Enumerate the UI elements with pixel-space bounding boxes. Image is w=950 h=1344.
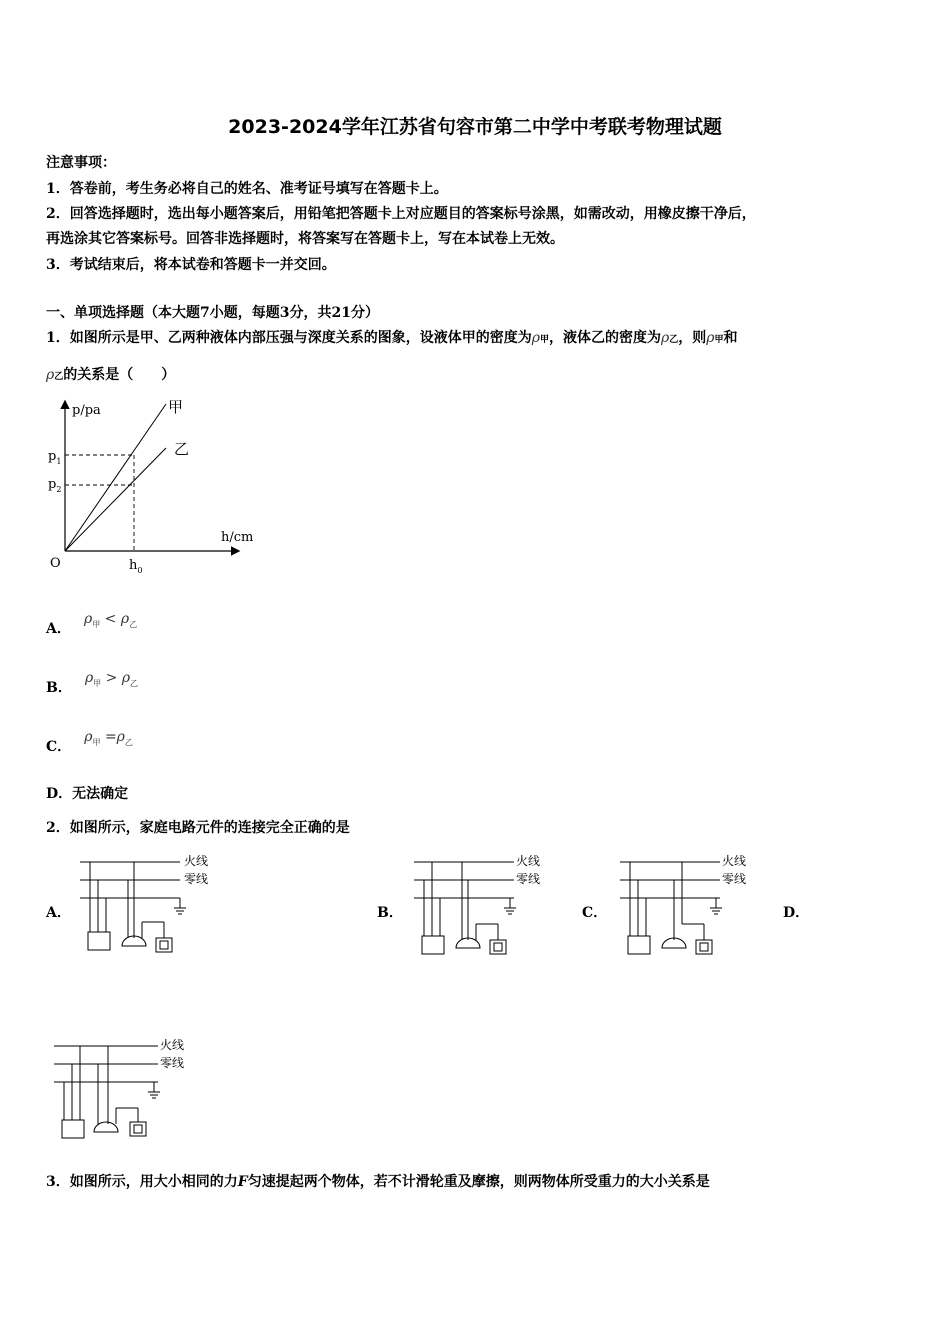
subscript-jia: 甲	[714, 335, 724, 345]
circuit-option-c-label[interactable]: C．	[582, 905, 608, 921]
p2-label: $p_2$	[48, 477, 62, 494]
fire-wire-label: 火线	[516, 854, 541, 868]
zero-wire-label: 零线	[160, 1056, 185, 1070]
q1-text-a: 1．如图所示是甲、乙两种液体内部压强与深度关系的图象，设液体甲的密度为	[46, 330, 532, 346]
q1-text-e: 的关系是（ ）	[63, 367, 176, 383]
q1-text-d: 和	[723, 330, 738, 346]
rho-symbol: ρ	[661, 330, 670, 346]
zero-wire-label: 零线	[184, 872, 209, 886]
notice-heading: 注意事项：	[46, 155, 116, 171]
question-2-stem: 2．如图所示，家庭电路元件的连接完全正确的是	[46, 820, 350, 836]
page-title: 2023-2024学年江苏省句容市第二中学中考联考物理试题	[228, 116, 722, 138]
option-label: B．	[46, 680, 72, 696]
subscript-yi: 乙	[54, 372, 64, 382]
subscript-yi: 乙	[669, 335, 679, 345]
option-d[interactable]	[46, 783, 128, 803]
circuit-option-a-label[interactable]: A．	[46, 905, 71, 921]
x-axis-label: h/cm	[221, 530, 254, 545]
notice-item: 2．回答选择题时，选出每小题答案后，用铅笔把答题卡上对应题目的答案标号涂黑，如需改动，用橡皮擦干净后，	[46, 206, 756, 222]
fire-wire-label: 火线	[722, 854, 747, 868]
h0-label: $h_0$	[129, 558, 143, 575]
pressure-depth-graph	[40, 392, 270, 582]
fire-wire-label: 火线	[184, 854, 209, 868]
force-symbol: F	[237, 1174, 248, 1190]
q3-text-b: 匀速提起两个物体，若不计滑轮重及摩擦，则两物体所受重力的大小关系是	[247, 1174, 710, 1190]
subscript-jia: 甲	[539, 335, 549, 345]
option-label: A．	[46, 621, 71, 637]
notice-item: 3．考试结束后，将本试卷和答题卡一并交回。	[46, 257, 336, 273]
notice-item: 再选涂其它答案标号。回答非选择题时，将答案写在答题卡上，写在本试卷上无效。	[46, 231, 564, 247]
circuit-diagram-b	[410, 852, 550, 958]
option-a[interactable]: A． $\rho_甲 < \rho_乙$	[46, 611, 138, 637]
circuit-diagram-c	[616, 852, 756, 958]
p1-label: $p_1$	[48, 449, 62, 466]
question-3-stem	[46, 1171, 710, 1191]
rho-symbol: ρ	[46, 367, 55, 383]
line-jia-label: 甲	[168, 398, 184, 416]
origin-label: O	[50, 556, 61, 571]
question-1-stem	[46, 327, 738, 347]
notice-item: 1．答卷前，考生务必将自己的姓名、准考证号填写在答题卡上。	[46, 181, 448, 197]
circuit-option-d-label[interactable]: D．	[783, 905, 810, 921]
zero-wire-label: 零线	[516, 872, 541, 886]
option-label: C．	[46, 739, 72, 755]
circuit-diagram-d	[50, 1036, 200, 1146]
circuit-diagram-a	[76, 852, 216, 958]
option-text: 无法确定	[72, 786, 129, 802]
rho-symbol: ρ	[706, 330, 715, 346]
fire-wire-label: 火线	[160, 1038, 185, 1052]
option-b[interactable]: B． $\rho_甲 > \rho_乙$	[46, 670, 139, 696]
line-yi	[65, 448, 166, 551]
rho-symbol: ρ	[531, 330, 540, 346]
y-axis-label: p/pa	[72, 403, 101, 418]
zero-wire-label: 零线	[722, 872, 747, 886]
q1-text-b: ，液体乙的密度为	[549, 330, 661, 346]
section-heading: 一、单项选择题（本大题7小题，每题3分，共21分）	[46, 305, 379, 321]
option-label: D．	[46, 786, 73, 802]
line-yi-label: 乙	[174, 440, 190, 458]
q1-text-c: ，则	[678, 330, 707, 346]
question-1-stem-line2	[46, 364, 175, 384]
line-jia	[65, 404, 166, 551]
circuit-option-b-label[interactable]: B．	[377, 905, 403, 921]
q3-text-a: 3．如图所示，用大小相同的力	[46, 1174, 238, 1190]
option-c[interactable]: C． $\rho_甲 =\rho_乙$	[46, 729, 133, 755]
